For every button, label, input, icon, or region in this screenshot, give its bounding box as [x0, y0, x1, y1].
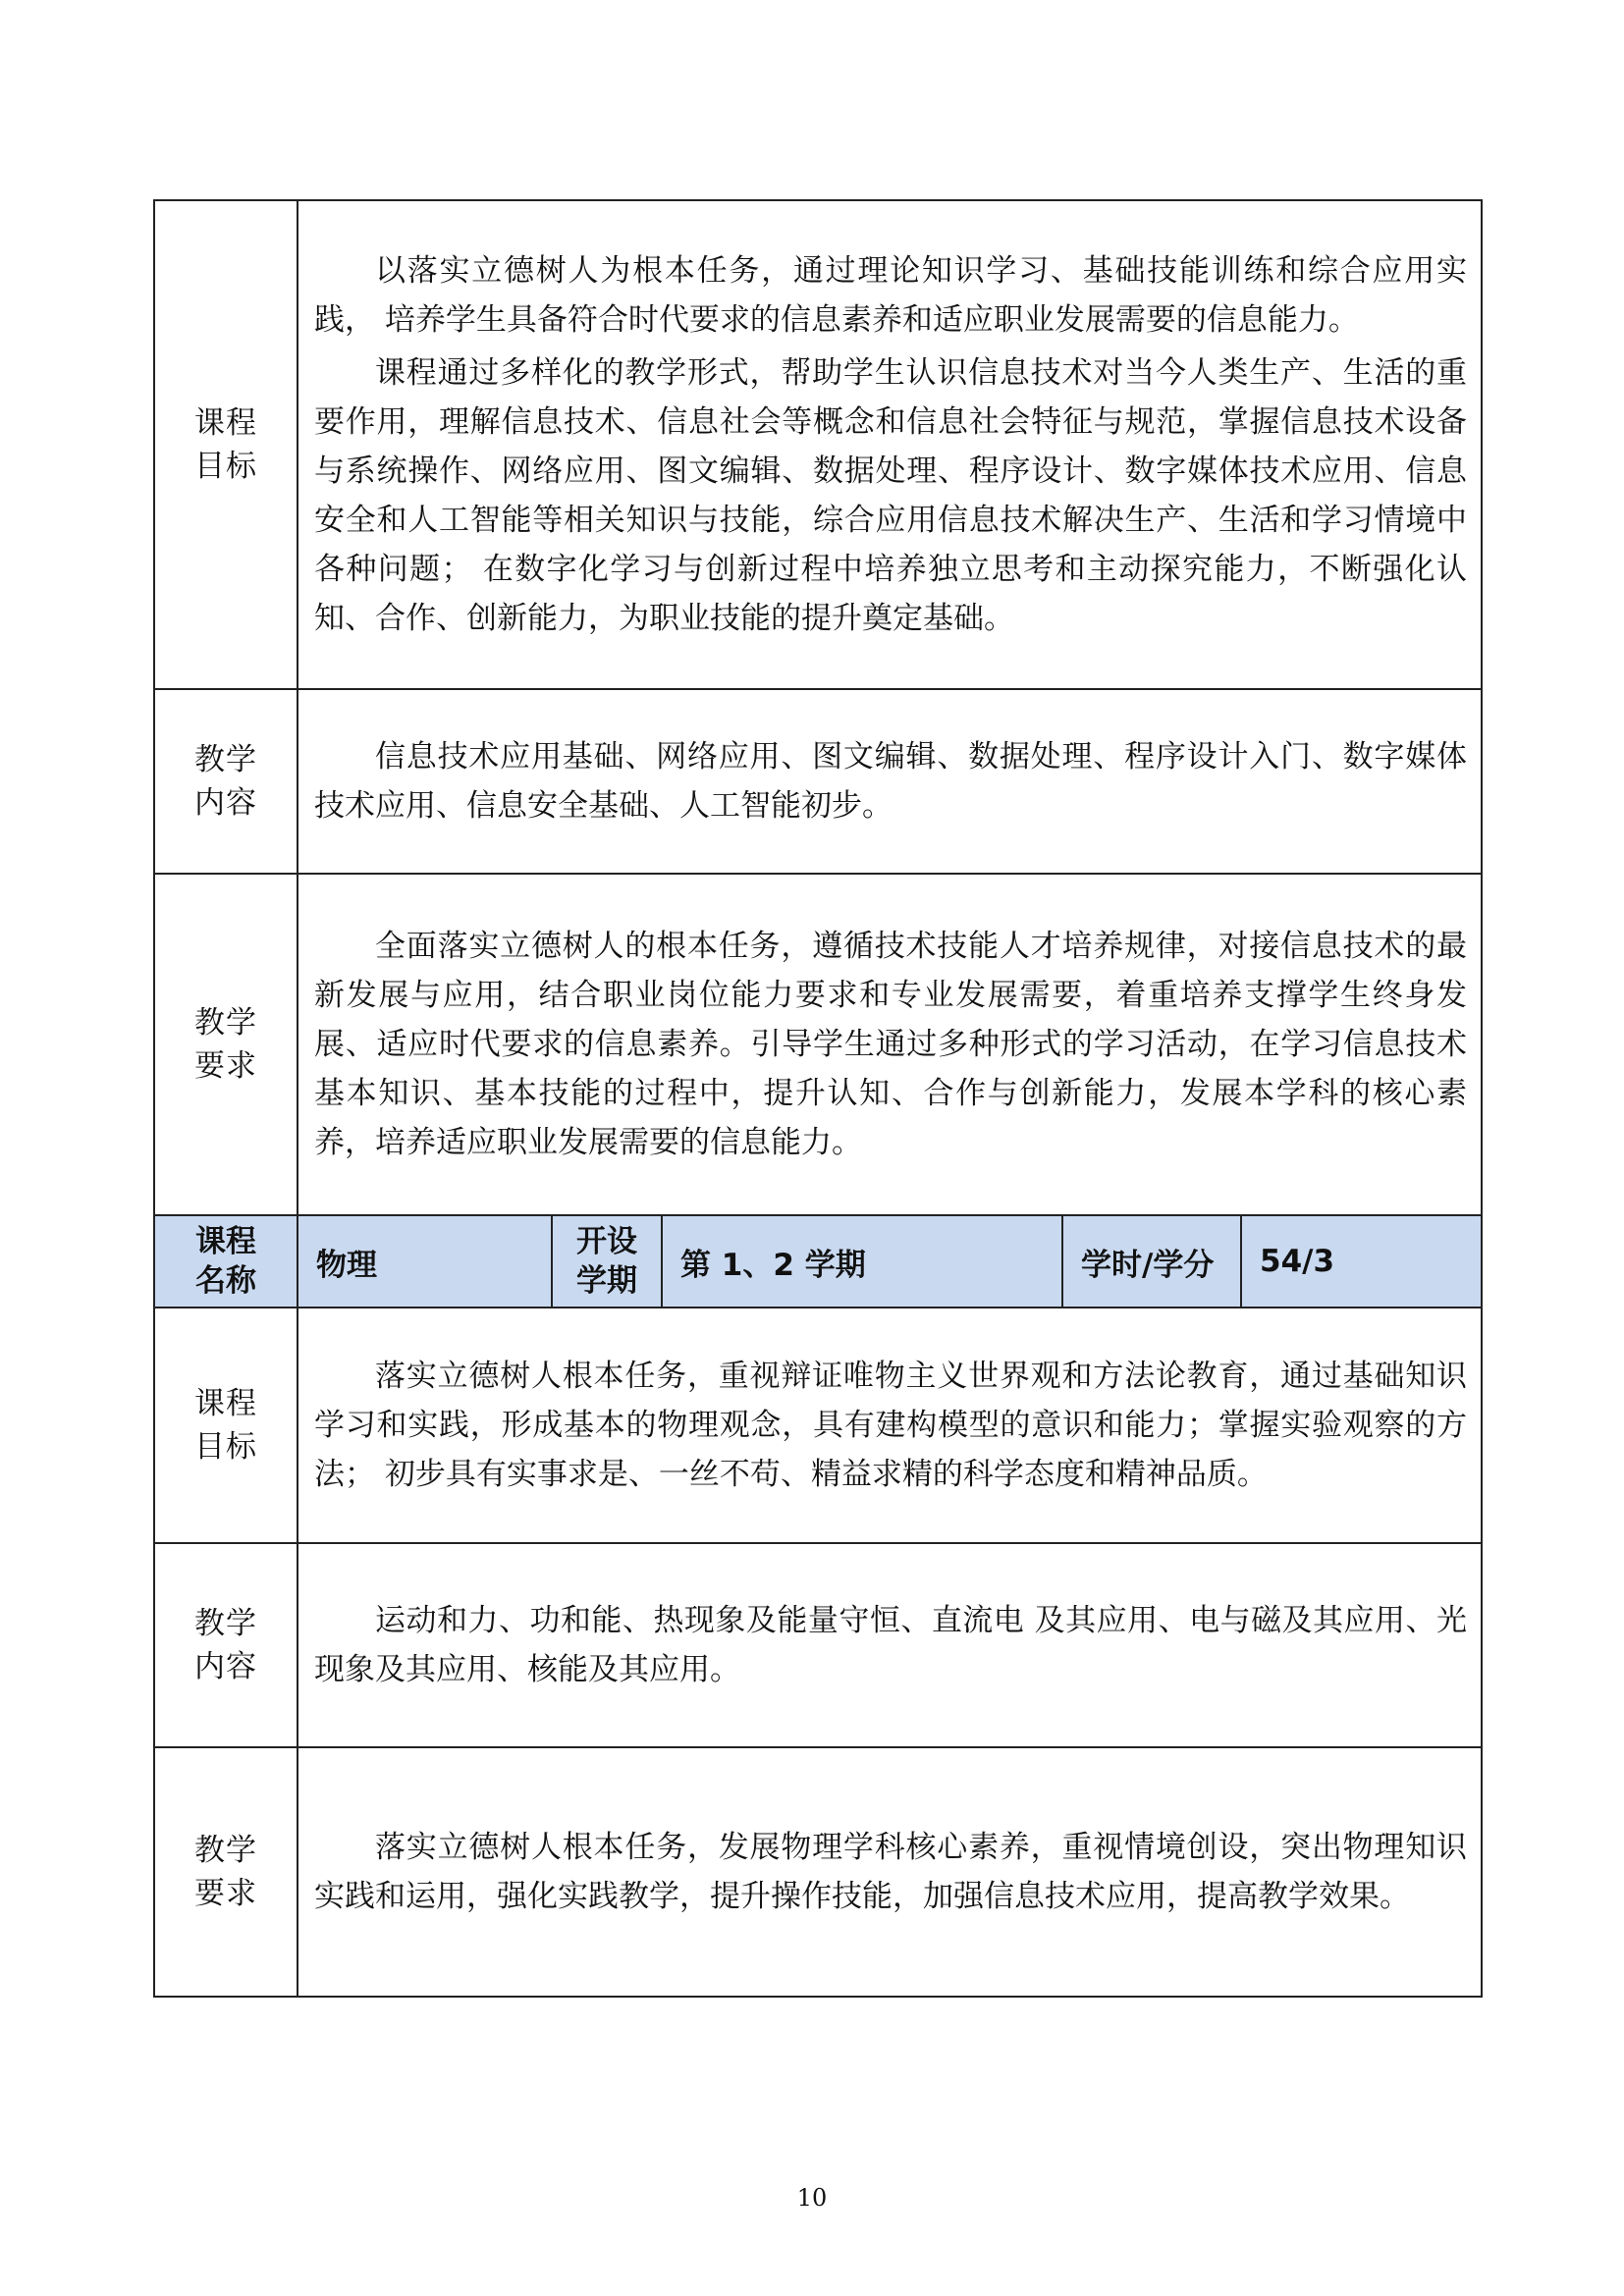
label-line: 要求 — [194, 1876, 257, 1911]
label-line: 目标 — [194, 1429, 257, 1465]
course1-content-label — [154, 689, 298, 874]
course2-goal-row — [154, 1308, 1482, 1543]
label-line: 内容 — [194, 1649, 257, 1684]
course-table — [153, 199, 1483, 1998]
course2-requirement-content — [298, 1747, 1482, 1997]
course2-header-row — [154, 1215, 1482, 1308]
course1-content-row — [154, 689, 1482, 874]
term-value: 第 1、2 学期 — [662, 1215, 1062, 1308]
course2-content-row — [154, 1543, 1482, 1747]
course1-requirement-content — [298, 874, 1482, 1215]
label-line: 目标 — [194, 449, 257, 484]
label-line: 名称 — [195, 1263, 256, 1299]
course2-requirement-row — [154, 1747, 1482, 1997]
course1-content-content — [298, 689, 1482, 874]
label-line: 要求 — [194, 1048, 257, 1084]
course1-requirement-label — [154, 874, 298, 1215]
paragraph: 以落实立德树人为根本任务，通过理论知识学习、基础技能训练和综合应用实践， 培养学生具备符合时代要求的信息素养和适应职业发展需要的信息能力。 — [314, 253, 1468, 338]
paragraph: 课程通过多样化的教学形式，帮助学生认识信息技术对当今人类生产、生活的重要作用，理解信息技术、信息社会等概念和信息社会特征与规范，掌握信息技术设备与系统操作、网络应用、图文编辑、数据处理、程序设计、数字媒体技术应用、信息安全和人工智能等相关知识与技能，综合应用信息技术解决生产、生活和学习情境中各种问题； 在数字化学习与创新过程中培养独立思考和主动探究能力，不断强化认知、合作、创新能力，为职业技能的提升奠定基础。 — [314, 355, 1468, 636]
label-line: 学期 — [576, 1263, 637, 1299]
page-number: 10 — [796, 2184, 828, 2212]
paragraph: 全面落实立德树人的根本任务，遵循技术技能人才培养规律，对接信息技术的最新发展与应用，结合职业岗位能力要求和专业发展需要，着重培养支撑学生终身发展、适应时代要求的信息素养。引导学生通过多种形式的学习活动，在学习信息技术基本知识、基本技能的过程中，提升认知、合作与创新能力，发展本学科的核心素养，培养适应职业发展需要的信息能力。 — [314, 929, 1468, 1160]
course2-goal-content — [298, 1308, 1482, 1543]
course2-content-content — [298, 1543, 1482, 1747]
hours-value: 54/3 — [1241, 1215, 1482, 1308]
label-line: 教学 — [194, 1606, 257, 1641]
course1-goal-label — [154, 200, 298, 689]
course1-requirement-row — [154, 874, 1482, 1215]
course-name-value: 物理 — [298, 1215, 552, 1308]
label-line: 课程 — [194, 1386, 257, 1421]
label-line: 教学 — [194, 1005, 257, 1041]
label-line: 教学 — [194, 742, 257, 777]
paragraph: 落实立德树人根本任务，重视辩证唯物主义世界观和方法论教育，通过基础知识学习和实践，形成基本的物理观念，具有建构模型的意识和能力；掌握实验观察的方法； 初步具有实事求是、一丝不苟、精益求精的科学态度和精神品质。 — [314, 1359, 1468, 1492]
course2-content-label — [154, 1543, 298, 1747]
paragraph: 运动和力、功和能、热现象及能量守恒、直流电 及其应用、电与磁及其应用、光现象及其应用、核能及其应用。 — [314, 1603, 1468, 1687]
label-line: 教学 — [194, 1833, 257, 1868]
paragraph: 信息技术应用基础、网络应用、图文编辑、数据处理、程序设计入门、数字媒体技术应用、信息安全基础、人工智能初步。 — [314, 739, 1468, 824]
term-label — [552, 1215, 662, 1308]
label-line: 开设 — [576, 1224, 637, 1259]
course-name-label — [154, 1215, 298, 1308]
course2-requirement-label — [154, 1747, 298, 1997]
course1-goal-row — [154, 200, 1482, 689]
label-line: 内容 — [194, 785, 257, 821]
course1-goal-content — [298, 200, 1482, 689]
hours-label: 学时/学分 — [1062, 1215, 1241, 1308]
paragraph: 落实立德树人根本任务，发展物理学科核心素养，重视情境创设，突出物理知识实践和运用，强化实践教学，提升操作技能，加强信息技术应用，提高教学效果。 — [314, 1830, 1468, 1914]
label-line: 课程 — [194, 405, 257, 441]
course2-goal-label — [154, 1308, 298, 1543]
label-line: 课程 — [195, 1224, 256, 1259]
